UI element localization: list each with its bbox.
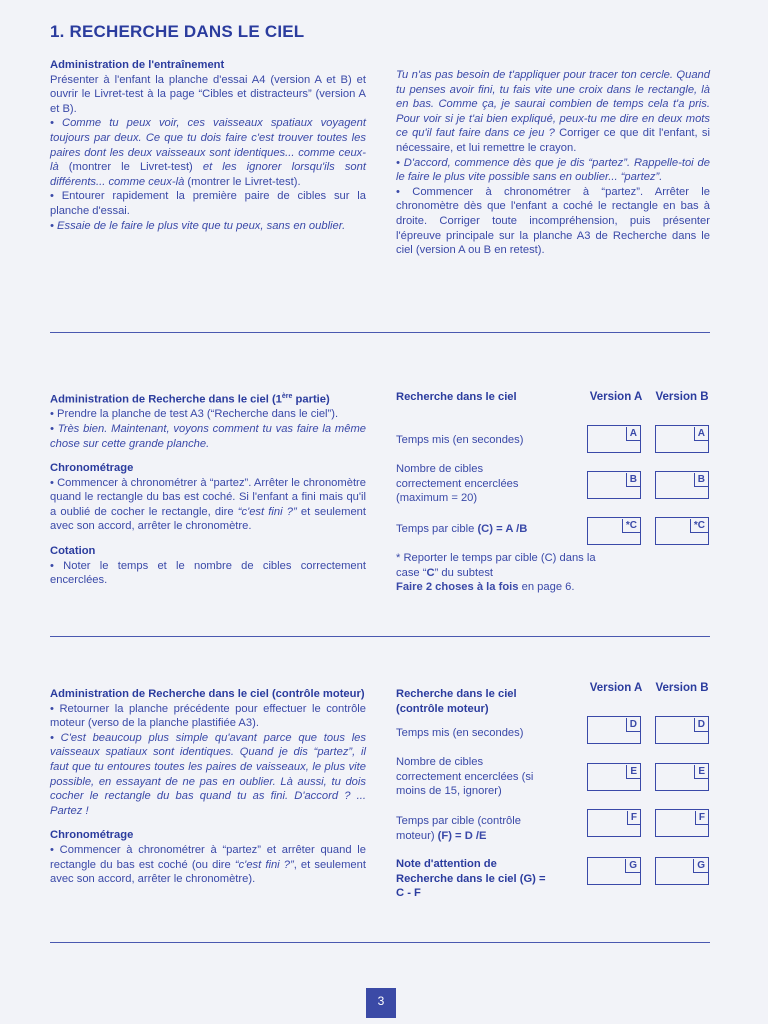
row-time-per-target-label bbox=[396, 522, 576, 537]
score-box-a-version-a[interactable] bbox=[587, 425, 641, 453]
section-divider bbox=[50, 636, 710, 637]
page-number: 3 bbox=[366, 988, 396, 1018]
box-letter: D bbox=[694, 718, 708, 732]
chrono-text-b: “c'est fini ?” bbox=[234, 858, 294, 871]
note-emphasis: Faire 2 choses à la fois bbox=[396, 581, 519, 594]
heading-text: Administration de Recherche dans le ciel (1 bbox=[50, 393, 282, 406]
attention-score-label: Note d'attention de Recherche dans le ciel (G) = C - F bbox=[396, 858, 546, 900]
training-admin-heading: Administration de l'entraînement bbox=[50, 59, 225, 71]
training-admin-r1 bbox=[396, 68, 710, 156]
version-b-header: Version B bbox=[655, 682, 709, 694]
table1-heading: Recherche dans le ciel bbox=[396, 391, 517, 403]
table2-heading: Recherche dans le ciel (contrôle moteur) bbox=[396, 688, 517, 715]
training-admin-r3: • D'accord, commence dès que je dis “partez”. Rappelle-toi de le faire le plus vite possible sans en oublier... “partez”. bbox=[396, 156, 710, 184]
chrono-text-b: “c'est fini ?” bbox=[237, 505, 297, 518]
page-title: 1. RECHERCHE DANS LE CIEL bbox=[50, 22, 305, 41]
chrono-text-a: • Commencer à chronométrer à “partez”. Arrêter le chronomètre quand le rectangle du bas est coché. Si l'enfant a fini mais qu'il a oublié de cocher le rectangle, dire bbox=[50, 476, 366, 518]
score-box-d-version-a[interactable] bbox=[587, 716, 641, 744]
chrono-text-c: , et seulement avec son accord, arrêter le chronomètre). bbox=[50, 858, 366, 886]
box-letter: B bbox=[694, 473, 708, 487]
row-formula: (F) = D /E bbox=[437, 829, 487, 842]
box-letter: A bbox=[626, 427, 640, 441]
note-text: ” du subtest bbox=[434, 566, 494, 579]
box-letter: A bbox=[694, 427, 708, 441]
test-admin-p2: • Très bien. Maintenant, voyons comment tu vas faire la même chose sur cette grande planche. bbox=[50, 422, 366, 450]
row-text: Temps par cible (contrôle moteur) bbox=[396, 815, 521, 842]
training-admin-left bbox=[50, 58, 366, 233]
box-letter: *C bbox=[622, 519, 640, 533]
training-admin-p3: • Entourer rapidement la première paire de cibles sur la planche d'essai. bbox=[50, 190, 366, 217]
box-letter: D bbox=[626, 718, 640, 732]
score-box-b-version-b[interactable] bbox=[655, 471, 709, 499]
motor-row-targets-label: Nombre de cibles correctement encerclées (si moins de 15, ignorer) bbox=[396, 756, 534, 798]
score-box-c-version-b[interactable] bbox=[655, 517, 709, 545]
training-admin-right bbox=[396, 68, 710, 258]
motor-admin-p2: • C'est beaucoup plus simple qu'avant parce que tous les vaisseaux spatiaux sont identiques. Quand je dis “partez”, il faut que tu entoures toutes les paires de vaisseaux, le plus vite possible, en essayant de ne pas en oublier. Là aussi, tu dois cocher le rectangle du bas quand tu as fini. D'accord ? ... Partez ! bbox=[50, 731, 366, 817]
section-divider bbox=[50, 942, 710, 943]
score-box-d-version-b[interactable] bbox=[655, 716, 709, 744]
score-box-g-version-a[interactable] bbox=[587, 857, 641, 885]
table1-note bbox=[396, 551, 596, 595]
heading-sup: ère bbox=[281, 393, 293, 400]
box-letter: E bbox=[626, 765, 640, 779]
motor-admin-left bbox=[50, 687, 366, 887]
chrono-heading: Chronométrage bbox=[50, 462, 134, 475]
score-box-f-version-a[interactable] bbox=[587, 809, 641, 837]
motor-chrono-heading: Chronométrage bbox=[50, 829, 134, 842]
training-admin-p4: • Essaie de le faire le plus vite que tu peux, sans en oublier. bbox=[50, 219, 346, 232]
heading-text: partie) bbox=[292, 393, 330, 406]
test-admin-left bbox=[50, 390, 366, 588]
box-letter: G bbox=[625, 859, 640, 873]
row-formula: (C) = A /B bbox=[477, 523, 528, 535]
row-text: Temps par cible bbox=[396, 523, 478, 535]
instruction-note: (montrer le Livret-test) bbox=[58, 161, 203, 174]
score-box-f-version-b[interactable] bbox=[655, 809, 709, 837]
score-box-a-version-b[interactable] bbox=[655, 425, 709, 453]
cotation-text: • Noter le temps et le nombre de cibles correctement encerclées. bbox=[50, 559, 366, 587]
version-a-header: Version A bbox=[589, 391, 643, 403]
motor-row-time-per-target-label bbox=[396, 814, 556, 843]
cotation-heading: Cotation bbox=[50, 545, 96, 558]
box-letter: F bbox=[695, 811, 708, 825]
motor-row-time-label: Temps mis (en secondes) bbox=[396, 727, 524, 739]
instruction-text: et les ignorer lorsqu'ils sont différents... comme ceux-là bbox=[50, 161, 366, 188]
box-letter: E bbox=[694, 765, 708, 779]
test-admin-heading bbox=[50, 390, 366, 407]
instruction-note: Corriger ce que dit l'enfant, si nécessaire, et lui remettre le crayon. bbox=[396, 127, 710, 154]
score-box-g-version-b[interactable] bbox=[655, 857, 709, 885]
box-letter: *C bbox=[690, 519, 708, 533]
row-targets-label: Nombre de cibles correctement encerclées (maximum = 20) bbox=[396, 463, 519, 505]
training-admin-p1: Présenter à l'enfant la planche d'essai A4 (version A et B) et ouvrir le Livret-test à la page “Cibles et distracteurs” (version A et B). bbox=[50, 73, 366, 115]
note-text: * Reporter le temps par cible (C) dans la case “ bbox=[396, 552, 596, 579]
chrono-text-a: • Commencer à chronométrer à “partez” et arrêter quand le rectangle du bas est coché (ou dire bbox=[50, 843, 366, 871]
note-letter: C bbox=[426, 566, 435, 579]
chrono-text-c: et seulement avec son accord, arrêter le chronomètre. bbox=[50, 505, 366, 533]
instruction-note: (montrer le Livret-test). bbox=[184, 175, 301, 188]
test-admin-p1: • Prendre la planche de test A3 (“Recherche dans le ciel”). bbox=[50, 408, 339, 421]
box-letter: B bbox=[626, 473, 640, 487]
score-box-c-version-a[interactable] bbox=[587, 517, 641, 545]
motor-chrono-text bbox=[50, 843, 366, 887]
score-box-e-version-a[interactable] bbox=[587, 763, 641, 791]
training-admin-r4: • Commencer à chronométrer à “partez”. Arrêter le chronomètre dès que l'enfant a coché le rectangle en bas à droite. Corriger toute incompréhension, puis présenter l'épreuve principale sur la planche A3 de Recherche dans le ciel (version A ou B en retest). bbox=[396, 185, 710, 257]
note-text: en page 6. bbox=[518, 581, 575, 594]
instruction-text: Tu n'as pas besoin de t'appliquer pour tracer ton cercle. Quand tu penses avoir fini, tu fais vite une croix dans le rectangle, là en bas. Comme ça, je saurai combien de temps cela t'a pris. Pour voir si je t'ai bien expliqué, peux-tu me dire en deux mots ce qu'il faut faire dans ce jeu ? bbox=[396, 69, 710, 140]
box-letter: G bbox=[693, 859, 708, 873]
version-a-header: Version A bbox=[589, 682, 643, 694]
row-time-label: Temps mis (en secondes) bbox=[396, 434, 524, 446]
chrono-text bbox=[50, 476, 366, 534]
version-b-header: Version B bbox=[655, 391, 709, 403]
box-letter: F bbox=[627, 811, 640, 825]
motor-admin-p1: • Retourner la planche précédente pour effectuer le contrôle moteur (verso de la planche plastifiée A3). bbox=[50, 702, 366, 730]
training-admin-p2 bbox=[50, 116, 366, 189]
section-divider bbox=[50, 332, 710, 333]
motor-admin-heading: Administration de Recherche dans le ciel (contrôle moteur) bbox=[50, 688, 365, 700]
score-box-e-version-b[interactable] bbox=[655, 763, 709, 791]
instruction-text: • Comme tu peux voir, ces vaisseaux spatiaux voyagent toujours par deux. Ce que tu dois faire c'est trouver toutes les paires dont les deux vaisseaux sont identiques... comme ceux-là bbox=[50, 117, 366, 174]
score-box-b-version-a[interactable] bbox=[587, 471, 641, 499]
